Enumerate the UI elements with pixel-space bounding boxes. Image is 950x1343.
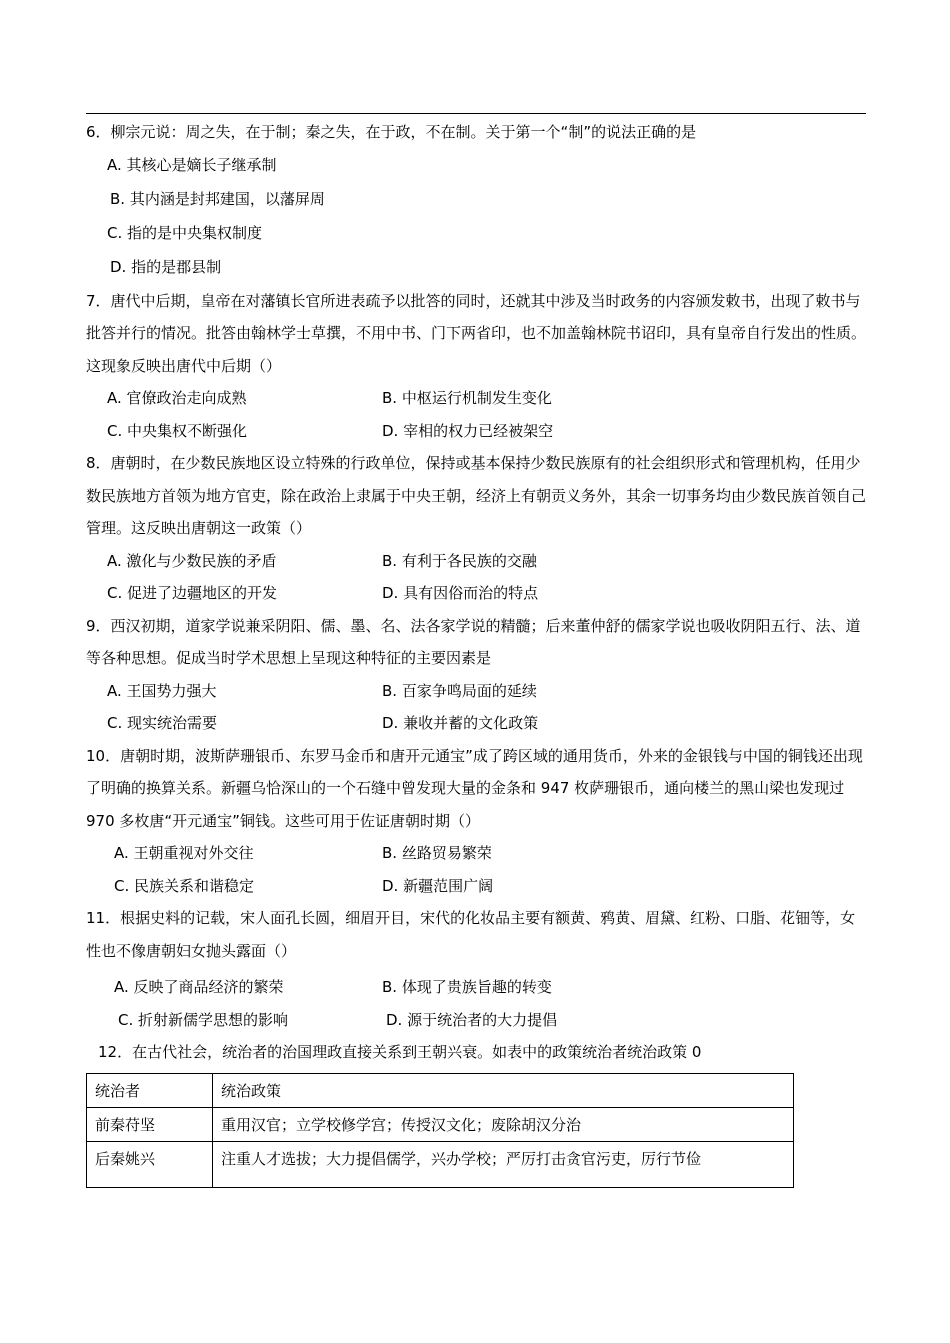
question-stem: 柳宗元说：周之失，在于制；秦之失，在于政，不在制。关于第一个“制”的说法正确的是 [110, 123, 697, 141]
question-10 [86, 740, 866, 903]
question-number: 12． [98, 1043, 133, 1061]
question-number: 9． [86, 616, 111, 635]
question-stem: 西汉初期，道家学说兼采阴阳、儒、墨、名、法各家学说的精髓；后来董仲舒的儒家学说也吸收阴阳五行、法、道等各种思想。促成当时学术思想上呈现这种特征的主要因素是 [86, 616, 861, 667]
question-number: 11． [86, 909, 121, 927]
option-c: C. 折射新儒学思想的影响 [118, 1010, 289, 1029]
option-row [86, 870, 866, 903]
table-cell: 重用汉官；立学校修学宫；传授汉文化；废除胡汉分治 [213, 1107, 794, 1141]
option-d: D. 源于统治者的大力提倡 [386, 1010, 558, 1029]
option-row [86, 577, 866, 610]
option-row [86, 382, 866, 415]
question-stem: 唐朝时期，波斯萨珊银币、东罗马金币和唐开元通宝”成了跨区域的通用货币，外来的金银钱与中国的铜钱还出现了明确的换算关系。新疆乌恰深山的一个石缝中曾发现大量的金条和 947 枚萨珊银币，通向楼兰的黑山梁也发现过 970 多枚唐“开元通宝”铜钱。这些可用于佐证唐朝时期（） [86, 746, 863, 830]
question-number: 7． [86, 291, 111, 310]
option-b: B. 其内涵是封邦建国，以藩屏周 [110, 189, 325, 208]
table-header-row [87, 1073, 794, 1107]
option-c: C. 促进了边疆地区的开发 [107, 584, 278, 602]
table-cell: 注重人才选拔；大力提倡儒学，兴办学校；严厉打击贪官污吏，厉行节俭 [213, 1141, 794, 1187]
header-rule [86, 113, 866, 114]
table-row [87, 1107, 794, 1141]
policy-table [86, 1073, 794, 1188]
option-b: B. 体现了贵族旨趣的转变 [382, 978, 552, 996]
question-7 [86, 285, 866, 448]
option-row [86, 415, 866, 448]
option-a: A. 官僚政治走向成熟 [107, 389, 247, 407]
option-d: D. 兼收并蓄的文化政策 [382, 714, 539, 732]
exam-page [86, 116, 866, 1188]
table-cell: 前秦苻坚 [87, 1107, 213, 1141]
question-stem: 在古代社会，统治者的治国理政直接关系到王朝兴衰。如表中的政策统治者统治政策 0 [132, 1043, 702, 1061]
table-header-cell: 统治政策 [213, 1073, 794, 1107]
option-a: A. 王朝重视对外交往 [114, 844, 254, 862]
option-row [86, 707, 866, 740]
option-c: C. 中央集权不断强化 [107, 421, 248, 440]
option-c: C. 民族关系和谐稳定 [114, 876, 255, 895]
question-8 [86, 447, 866, 610]
question-stem: 根据史料的记载，宋人面孔长圆，细眉开目，宋代的化妆品主要有额黄、鸦黄、眉黛、红粉、口脂、花钿等，女性也不像唐朝妇女抛头露面（） [86, 909, 856, 960]
option-row [86, 675, 866, 708]
question-number: 8． [86, 454, 111, 472]
option-b: B. 丝路贸易繁荣 [382, 844, 492, 862]
option-a: A. 反映了商品经济的繁荣 [114, 978, 284, 996]
option-b: B. 百家争鸣局面的延续 [382, 681, 537, 700]
table-cell: 后秦姚兴 [87, 1141, 213, 1187]
option-d: D. 具有因俗而治的特点 [382, 584, 539, 602]
option-a: A. 王国势力强大 [107, 681, 217, 700]
question-stem: 唐朝时，在少数民族地区设立特殊的行政单位，保持或基本保持少数民族原有的社会组织形式和管理机构，任用少数民族地方首领为地方官吏，除在政治上隶属于中央王朝，经济上有朝贡义务外，其余一切事务均由少数民族首领自己管理。这反映出唐朝这一政策（） [86, 454, 867, 537]
option-c: C. 指的是中央集权制度 [107, 223, 263, 242]
table-row [87, 1141, 794, 1187]
option-row [86, 545, 866, 578]
option-a: A. 其核心是嫡长子继承制 [107, 155, 277, 174]
question-number: 10． [86, 746, 121, 765]
option-d: D. 宰相的权力已经被架空 [382, 421, 554, 440]
option-row [86, 971, 866, 1004]
option-d: D. 新疆范围广阔 [382, 876, 494, 895]
question-stem: 唐代中后期，皇帝在对藩镇长官所进表疏予以批答的同时，还就其中涉及当时政务的内容颁发敕书，出现了敕书与批答并行的情况。批答由翰林学士草撰，不用中书、门下两省印，也不加盖翰林院书诏印，具有皇帝自行发出的性质。这现象反映出唐代中后期（） [86, 291, 867, 375]
question-6 [86, 116, 866, 285]
option-b: B. 中枢运行机制发生变化 [382, 389, 552, 407]
question-12 [86, 1036, 866, 1188]
option-row [86, 837, 866, 870]
option-a: A. 激化与少数民族的矛盾 [107, 551, 277, 570]
question-11 [86, 902, 866, 1036]
table-header-cell: 统治者 [87, 1073, 213, 1107]
option-row [86, 1004, 866, 1037]
question-9 [86, 610, 866, 740]
option-c: C. 现实统治需要 [107, 714, 218, 732]
option-d: D. 指的是郡县制 [110, 257, 222, 276]
option-b: B. 有利于各民族的交融 [382, 551, 537, 570]
question-number: 6． [86, 123, 111, 141]
